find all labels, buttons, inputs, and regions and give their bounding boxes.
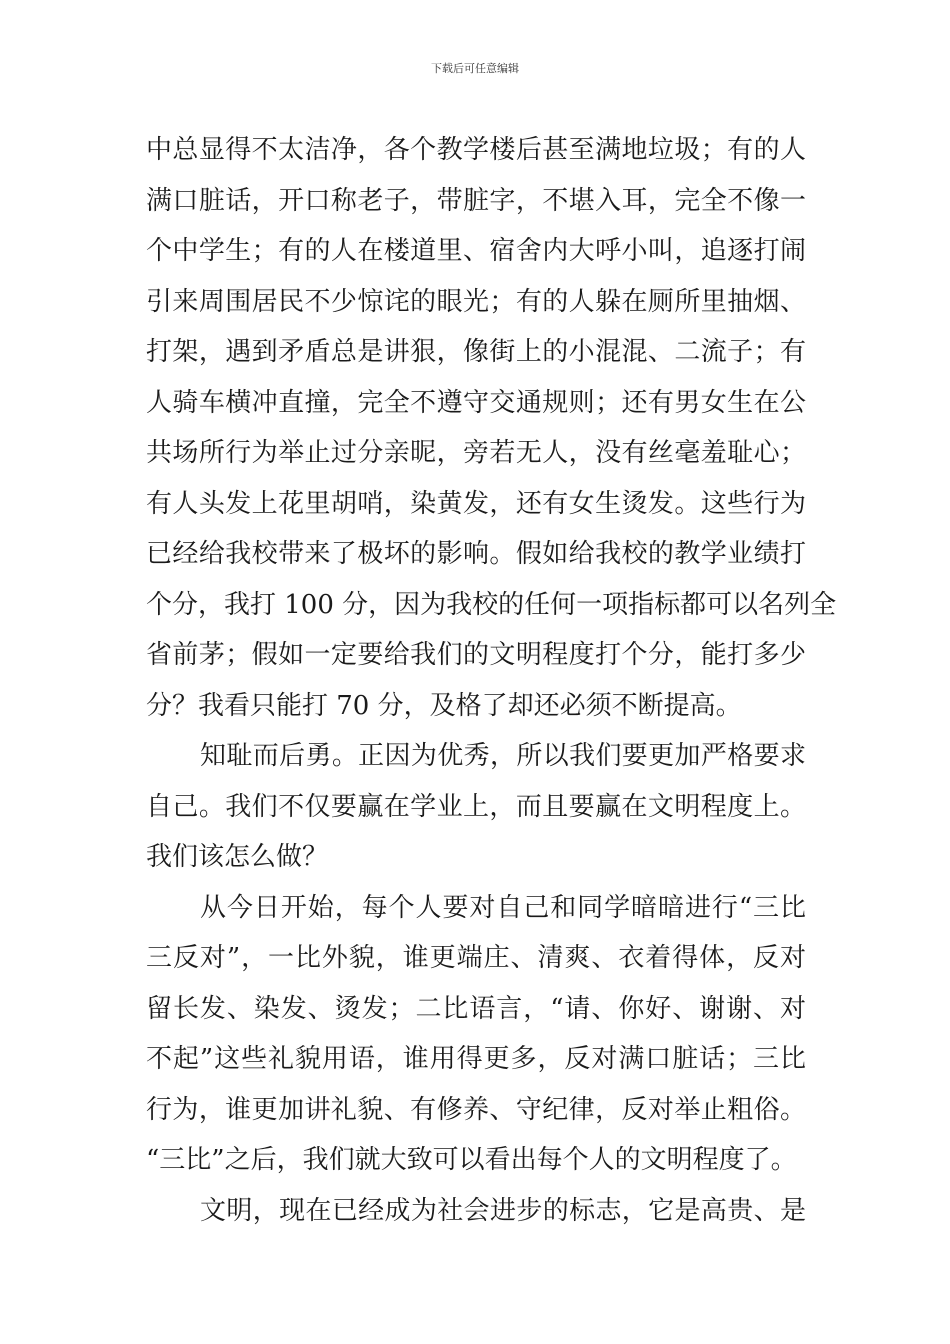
text-line: “三比”之后，我们就大致可以看出每个人的文明程度了。: [146, 1145, 797, 1175]
text-line: 打架，遇到矛盾总是讲狠，像街上的小混混、二流子；有: [146, 337, 806, 367]
text-line: 留长发、染发、烫发；二比语言，“请、你好、谢谢、对: [146, 993, 806, 1024]
paragraph-first-line: 文明，现在已经成为社会进步的标志，它是高贵、是: [200, 1195, 806, 1226]
text-line: 引来周围居民不少惊诧的眼光；有的人躲在厕所里抽烟、: [146, 286, 806, 317]
text-line: 不起”这些礼貌用语，谁用得更多，反对满口脏话；三比: [146, 1044, 806, 1074]
text-line: 三反对”，一比外貌，谁更端庄、清爽、衣着得体，反对: [146, 943, 806, 973]
text-line: 共场所行为举止过分亲昵，旁若无人，没有丝毫羞耻心；: [146, 438, 806, 468]
text-line: 个中学生；有的人在楼道里、宿舍内大呼小叫，追逐打闹: [146, 236, 806, 266]
paragraph-first-line: 知耻而后勇。正因为优秀，所以我们要更加严格要求: [200, 741, 806, 771]
text-line: 个分，我打 100 分，因为我校的任何一项指标都可以名列全: [146, 589, 837, 620]
text-line: 中总显得不太洁净，各个教学楼后甚至满地垃圾；有的人: [146, 135, 806, 165]
text-line: 满口脏话，开口称老子，带脏字，不堪入耳，完全不像一: [146, 185, 806, 216]
document-body: [146, 125, 837, 1236]
text-line: 人骑车横冲直撞，完全不遵守交通规则；还有男女生在公: [146, 387, 806, 418]
text-line: 我们该怎么做？: [146, 842, 329, 872]
text-line: 分？我看只能打 70 分，及格了却还必须不断提高。: [146, 690, 742, 721]
text-line: 自己。我们不仅要赢在学业上，而且要赢在文明程度上。: [146, 791, 806, 822]
text-line: 有人头发上花里胡哨，染黄发，还有女生烫发。这些行为: [146, 488, 806, 519]
page-header: 下载后可任意编辑: [431, 62, 519, 75]
text-line: 行为，谁更加讲礼貌、有修养、守纪律，反对举止粗俗。: [146, 1094, 806, 1125]
text-line: 省前茅；假如一定要给我们的文明程度打个分，能打多少: [146, 640, 806, 670]
paragraph-first-line: 从今日开始，每个人要对自己和同学暗暗进行“三比: [200, 892, 806, 923]
text-line: 已经给我校带来了极坏的影响。假如给我校的教学业绩打: [146, 539, 806, 569]
